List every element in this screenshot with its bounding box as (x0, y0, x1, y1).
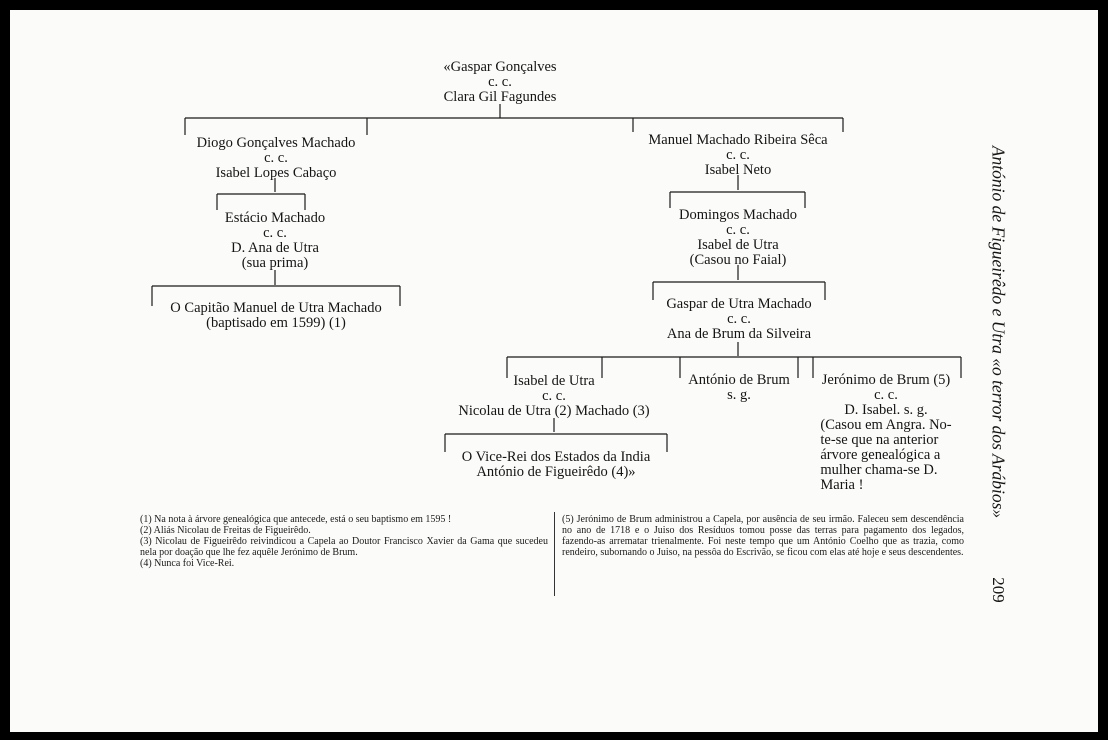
person-name: «Gaspar Gonçalves (443, 59, 557, 75)
footnote: (1) Na nota à árvore genealógica que antecede, está o seu baptismo em 1595 ! (140, 514, 452, 525)
footnote-divider (554, 512, 555, 596)
marriage-label: c. c. (542, 388, 566, 404)
page-number: 209 (989, 577, 1008, 603)
note: (sua prima) (241, 255, 309, 271)
note: (Casou em Angra. No- (820, 417, 952, 433)
node-vice-rei-antonio-de-figueiredo (462, 450, 651, 480)
node-gaspar-de-utra-machado (666, 297, 811, 342)
node-domingos-machado (679, 208, 797, 268)
person-name: Diogo Gonçalves Machado (196, 135, 356, 151)
person-name: Gaspar de Utra Machado (666, 296, 812, 312)
spouse-name: D. Isabel. s. g. (844, 402, 928, 418)
node-antonio-de-brum (688, 373, 790, 403)
person-name: Domingos Machado (679, 207, 797, 223)
spouse-name: Clara Gil Fagundes (443, 89, 557, 105)
person-name: O Vice-Rei dos Estados da India (461, 449, 651, 465)
marriage-label: c. c. (264, 150, 288, 166)
note: s. g. (727, 387, 751, 403)
node-manuel-machado-ribeira-seca (648, 133, 827, 178)
note: te-se que na anterior (820, 432, 939, 448)
person-name: António de Brum (688, 372, 790, 388)
person-name: António de Figueirêdo (4)» (476, 464, 636, 480)
node-diogo-goncalves-machado (197, 136, 356, 181)
footnotes-left (140, 514, 548, 569)
footnote: (5) Jerónimo de Brum administrou a Capela, por ausência de seu irmão. Faleceu sem descendência no ano de 1718 e o Juiso dos Resíduos tomou posse das terras para pagamento dos legados, fazendo-as arrematar trienalmente. Foi neste tempo que um António Coelho que as trazia, como rendeiro, subornando o Juiso, na pessôa do Escrivão, se ficou com elas até hoje e seus descendentes. (562, 514, 964, 558)
node-estacio-machado (225, 211, 325, 271)
spouse-name: Nicolau de Utra (2) Machado (3) (458, 403, 650, 419)
running-head: António de Figueirêdo e Utra «o terror dos Arábios» (988, 145, 1009, 519)
marriage-label: c. c. (726, 222, 750, 238)
node-isabel-de-utra (458, 374, 649, 419)
node-gaspar-goncalves (443, 60, 556, 105)
spouse-name: Isabel de Utra (697, 237, 779, 253)
person-name: Manuel Machado Ribeira Sêca (648, 132, 828, 148)
node-capitao-manuel-de-utra-machado (170, 301, 381, 331)
person-name: Estácio Machado (224, 210, 326, 226)
spouse-name: Isabel Neto (704, 162, 772, 178)
person-name: Jerónimo de Brum (5) (821, 372, 951, 388)
book-page (10, 10, 1098, 732)
note: (baptisado em 1599) (1) (206, 315, 346, 331)
marriage-label: c. c. (727, 311, 751, 327)
person-name: O Capitão Manuel de Utra Machado (170, 300, 382, 316)
marriage-label: c. c. (874, 387, 898, 403)
genealogy-connector-lines (10, 10, 1098, 732)
footnote: (2) Aliás Nicolau de Freitas de Figueirêdo. (140, 525, 311, 536)
spouse-name: D. Ana de Utra (231, 240, 319, 256)
spouse-name: Isabel Lopes Cabaço (215, 165, 337, 181)
spouse-name: Ana de Brum da Silveira (666, 326, 812, 342)
node-jeronimo-de-brum (820, 373, 951, 493)
footnotes-right (562, 514, 964, 558)
note: árvore genealógica a (820, 447, 941, 463)
note: (Casou no Faial) (689, 252, 787, 268)
note: Maria ! (820, 477, 864, 493)
marriage-label: c. c. (488, 74, 512, 90)
marriage-label: c. c. (263, 225, 287, 241)
note: mulher chama-se D. (820, 462, 938, 478)
marriage-label: c. c. (726, 147, 750, 163)
footnote: (4) Nunca foi Vice-Rei. (140, 558, 235, 569)
person-name: Isabel de Utra (513, 373, 595, 389)
footnote: (3) Nicolau de Figueirêdo reivindicou a Capela ao Doutor Francisco Xavier da Gama que sucedeu nela por doação que lhe fez aquêle Jerónimo de Brum. (140, 536, 548, 558)
